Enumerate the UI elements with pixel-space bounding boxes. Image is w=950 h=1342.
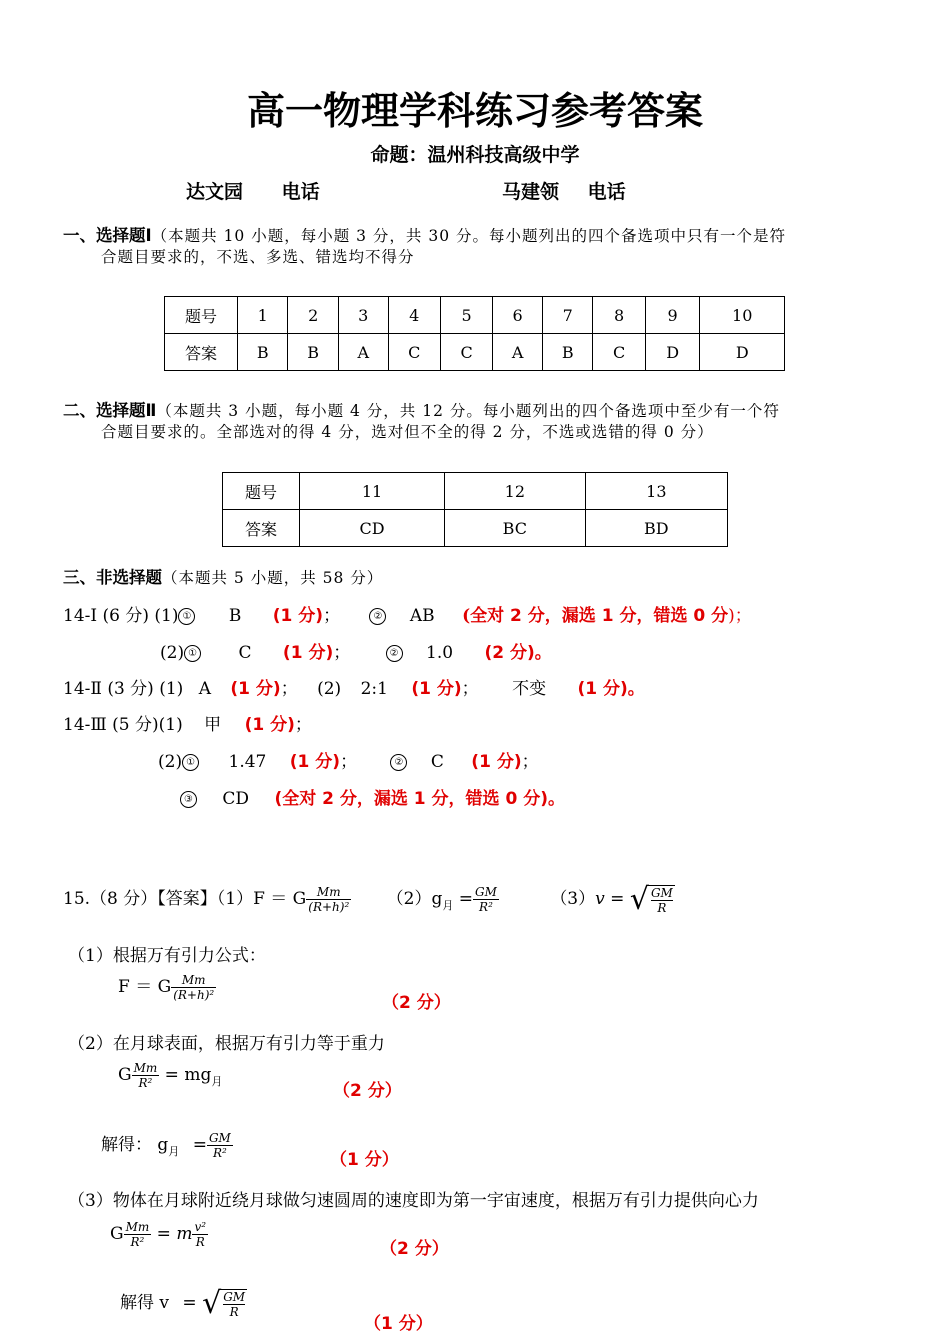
answer-cell: B bbox=[288, 334, 338, 371]
separator: ； bbox=[340, 752, 358, 772]
fraction-Mm-over-R2 bbox=[124, 1220, 152, 1249]
q14-1-answer-1: B bbox=[228, 606, 242, 626]
q15-step3b bbox=[120, 1285, 247, 1321]
q15-step3-eq bbox=[110, 1220, 208, 1249]
q14-1-score-4: (2 分)。 bbox=[484, 643, 552, 663]
table-row bbox=[165, 334, 785, 371]
q14-3-answer-3: C bbox=[430, 752, 444, 772]
q14-2-answer-3: 不变 bbox=[512, 679, 547, 699]
section2-note-2: 合题目要求的。全部选对的得 4 分，选对但不全的得 2 分，不选或选错的得 0 分） bbox=[101, 423, 714, 441]
answer-cell: D bbox=[645, 334, 700, 371]
question-number: 11 bbox=[300, 473, 445, 510]
q14-2-score-2: (1 分) bbox=[411, 679, 462, 699]
denominator: R bbox=[229, 1304, 239, 1319]
numerator: GM bbox=[475, 885, 497, 899]
denominator: R bbox=[657, 900, 667, 915]
q14-3-line3 bbox=[180, 784, 565, 809]
question-number: 1 bbox=[238, 297, 288, 334]
answer-cell: C bbox=[593, 334, 645, 371]
q14-1-line2 bbox=[160, 638, 552, 663]
q15-part3: （3） bbox=[550, 889, 596, 909]
q14-3-line2 bbox=[158, 747, 539, 772]
answer-cell: A bbox=[338, 334, 388, 371]
q15-step1-text: （1）根据万有引力公式： bbox=[68, 946, 266, 966]
section3-heading: 三、非选择题 bbox=[63, 568, 162, 587]
q14-1-part2-label: (2) bbox=[160, 643, 185, 663]
table-row bbox=[223, 510, 728, 547]
q15-step2-eq bbox=[118, 1061, 222, 1090]
numerator: Mm bbox=[306, 885, 351, 900]
table-row bbox=[223, 473, 728, 510]
denominator: (R+h)² bbox=[308, 900, 350, 914]
subscript-moon: 月 bbox=[211, 1075, 223, 1088]
question-number: 6 bbox=[493, 297, 543, 334]
answer-cell: B bbox=[542, 334, 592, 371]
numerator: GM bbox=[208, 1131, 231, 1145]
table-row bbox=[165, 297, 785, 334]
section1-note-1: （本题共 10 小题，每小题 3 分，共 30 分。每小题列出的四个备选项中只有一个是符 bbox=[151, 227, 787, 245]
q14-2-answer-1: A bbox=[198, 679, 211, 699]
section1-note-2: 合题目要求的，不选、多选、错选均不得分 bbox=[101, 248, 415, 266]
question-number: 12 bbox=[445, 473, 586, 510]
separator: ； bbox=[461, 679, 479, 699]
q14-1-line1 bbox=[63, 601, 752, 626]
contact-2-name: 马建领 bbox=[502, 181, 560, 203]
denominator: R² bbox=[212, 1146, 227, 1160]
q15-step2b: 解得： $g_月$ = $\frac{GM}{\text{R²}}$ bbox=[101, 1131, 231, 1160]
separator: ； bbox=[294, 715, 312, 735]
separator: ； bbox=[280, 679, 298, 699]
eq-text: = m bbox=[156, 1224, 193, 1244]
section3-heading-line bbox=[63, 564, 383, 588]
q14-2-part2-label: (2) bbox=[317, 679, 342, 699]
q14-2-score-3: (1 分)。 bbox=[577, 679, 645, 699]
sqrt-GM-over-R: √ $\frac{GM}{R}$ bbox=[202, 1285, 246, 1321]
question-number: 7 bbox=[542, 297, 592, 334]
row-label-answer: 答案 bbox=[165, 334, 238, 371]
q15-header-text: 15.（8 分）【答案】（1）F ＝ G bbox=[63, 889, 307, 909]
q14-1-score-2-open: ( bbox=[462, 606, 471, 626]
contact-2 bbox=[502, 177, 626, 204]
fraction-Mm-over-R2 bbox=[132, 1061, 160, 1090]
subscript-moon: 月 bbox=[442, 899, 454, 912]
answer-cell: A bbox=[493, 334, 543, 371]
author-line: 命题：温州科技高级中学 bbox=[370, 144, 580, 166]
q14-3-answer-4: CD bbox=[222, 789, 250, 809]
row-label-question: 题号 bbox=[223, 473, 300, 510]
q14-3-score-1: (1 分) bbox=[244, 715, 295, 735]
q14-3-label: 14-Ⅲ (5 分)(1) bbox=[63, 715, 183, 735]
q14-3-score-3: (1 分) bbox=[471, 752, 522, 772]
section1-heading: 一、选择题Ⅰ bbox=[63, 226, 152, 245]
q14-3-answer-1: 甲 bbox=[204, 715, 222, 735]
q14-2-score-1: (1 分) bbox=[230, 679, 281, 699]
contact-1-label: 电话 bbox=[281, 181, 320, 203]
question-number: 3 bbox=[338, 297, 388, 334]
denominator: R² bbox=[479, 900, 493, 914]
answer-cell: BD bbox=[585, 510, 727, 547]
separator: ； bbox=[323, 606, 341, 626]
fraction-Mm-over-Rh2 bbox=[306, 885, 351, 914]
q14-1-answer-2: AB bbox=[409, 606, 435, 626]
fraction-Mm-over-Rh2 bbox=[171, 973, 216, 1002]
q14-2-answer-2: 2:1 bbox=[360, 679, 388, 699]
q14-1-score-2-close: )； bbox=[728, 606, 752, 626]
q14-1-label: 14-Ⅰ (6 分) (1) bbox=[63, 606, 179, 626]
eq-text: G bbox=[118, 1065, 132, 1085]
answer-cell: BC bbox=[445, 510, 586, 547]
section2-answer-table bbox=[222, 472, 728, 547]
q14-1-score-1: (1 分) bbox=[272, 606, 324, 626]
answer-cell: D bbox=[700, 334, 785, 371]
section1-answer-table bbox=[164, 296, 785, 371]
numerator: v² bbox=[194, 1220, 207, 1234]
separator: ； bbox=[333, 643, 351, 663]
q15-step3-text: （3）物体在月球附近绕月球做匀速圆周的速度即为第一宇宙速度，根据万有引力提供向心力 bbox=[68, 1191, 759, 1211]
fraction-v2-over-R bbox=[192, 1220, 208, 1249]
contact-1 bbox=[186, 177, 320, 204]
circled-2-icon: ② bbox=[369, 608, 386, 625]
separator: ； bbox=[521, 752, 539, 772]
q14-3-line1 bbox=[63, 710, 312, 735]
eq-text: F ＝ G bbox=[118, 977, 172, 997]
row-label-answer: 答案 bbox=[223, 510, 300, 547]
fraction-GM-over-R2 bbox=[473, 885, 499, 914]
section3-note: （本题共 5 小题，共 58 分） bbox=[162, 569, 384, 587]
q14-3-score-4: (全对 2 分，漏选 1 分，错选 0 分)。 bbox=[274, 789, 565, 809]
contact-1-name: 达文园 bbox=[186, 181, 244, 203]
sqrt-GM-over-R: √ $\frac{GM}{R}$ bbox=[629, 881, 673, 917]
q15-step3-score: （2 分） bbox=[380, 1239, 449, 1259]
subscript-moon: 月 bbox=[168, 1145, 180, 1158]
question-number: 4 bbox=[388, 297, 440, 334]
numerator: Mm bbox=[171, 973, 216, 988]
numerator: Mm bbox=[133, 1061, 158, 1075]
section2-note-1: （本题共 3 小题，每小题 4 分，共 12 分。每小题列出的四个备选项中至少有一个符 bbox=[156, 402, 780, 420]
answer-cell: B bbox=[238, 334, 288, 371]
numerator: GM bbox=[223, 1289, 246, 1304]
circled-1-icon: ① bbox=[182, 754, 199, 771]
circled-1-icon: ① bbox=[184, 645, 201, 662]
row-label-question: 题号 bbox=[165, 297, 238, 334]
numerator: Mm bbox=[125, 1220, 150, 1234]
circled-2-icon: ② bbox=[386, 645, 403, 662]
question-number: 10 bbox=[700, 297, 785, 334]
q14-3-part2-label: (2) bbox=[158, 752, 183, 772]
eq-text: 解得 v bbox=[120, 1293, 170, 1313]
eq-text: = bbox=[182, 1293, 197, 1313]
q15-step1-score: （2 分） bbox=[382, 993, 451, 1013]
q14-2-label: 14-Ⅱ (3 分) (1) bbox=[63, 679, 184, 699]
q15-step2-text: （2）在月球表面，根据万有引力等于重力 bbox=[68, 1034, 385, 1054]
q15-header: 15.（8 分）【答案】（1）F ＝ G $\frac{Mm}{\text{(R+h)²}}$ $(2)g_月$ = $\frac{GM}{\text{R²}}$ （3）v = √ $\frac{GM}{R}$ bbox=[63, 881, 673, 917]
section1-heading-line bbox=[63, 222, 786, 246]
section2-heading: 二、选择题Ⅱ bbox=[63, 401, 157, 420]
q14-3-score-2: (1 分) bbox=[289, 752, 341, 772]
q14-1-score-3: (1 分) bbox=[282, 643, 334, 663]
denominator: R bbox=[195, 1235, 205, 1249]
q15-step2-score: （2 分） bbox=[333, 1081, 402, 1101]
section2-heading-line bbox=[63, 397, 780, 421]
section2-note-line2 bbox=[101, 420, 714, 442]
eq-text: = mg bbox=[164, 1065, 212, 1085]
question-number: 8 bbox=[593, 297, 645, 334]
contact-2-label: 电话 bbox=[587, 181, 626, 203]
question-number: 2 bbox=[288, 297, 338, 334]
answer-cell: C bbox=[440, 334, 492, 371]
circled-2-icon: ② bbox=[390, 754, 407, 771]
section1-note-line2 bbox=[101, 245, 415, 267]
circled-3-icon: ③ bbox=[180, 791, 197, 808]
q15-step1-eq bbox=[118, 972, 216, 1002]
question-number: 13 bbox=[585, 473, 727, 510]
q14-1-score-2: 全对 2 分，漏选 1 分，错选 0 分 bbox=[470, 606, 729, 626]
fraction-GM-over-R2 bbox=[207, 1131, 233, 1160]
q14-2-line bbox=[63, 674, 645, 699]
q14-1-answer-3: C bbox=[238, 643, 252, 663]
v-symbol: v = bbox=[595, 889, 625, 909]
denominator: R² bbox=[130, 1235, 145, 1249]
numerator: GM bbox=[650, 885, 673, 900]
q15-step2b-score: （1 分） bbox=[330, 1150, 399, 1170]
eq-text: G bbox=[110, 1224, 124, 1244]
page-title: 高一物理学科练习参考答案 bbox=[246, 88, 703, 133]
q14-1-answer-4: 1.0 bbox=[426, 643, 454, 663]
circled-1-icon: ① bbox=[178, 608, 195, 625]
answer-cell: CD bbox=[300, 510, 445, 547]
q15-part2: （2）g bbox=[386, 889, 443, 909]
denominator: (R+h)² bbox=[173, 988, 215, 1002]
answer-cell: C bbox=[388, 334, 440, 371]
q15-step3b-score: （1 分） bbox=[364, 1314, 433, 1334]
denominator: R² bbox=[138, 1076, 153, 1090]
q14-3-answer-2: 1.47 bbox=[228, 752, 267, 772]
eq-text: 解得： g bbox=[101, 1135, 169, 1155]
question-number: 5 bbox=[440, 297, 492, 334]
question-number: 9 bbox=[645, 297, 700, 334]
